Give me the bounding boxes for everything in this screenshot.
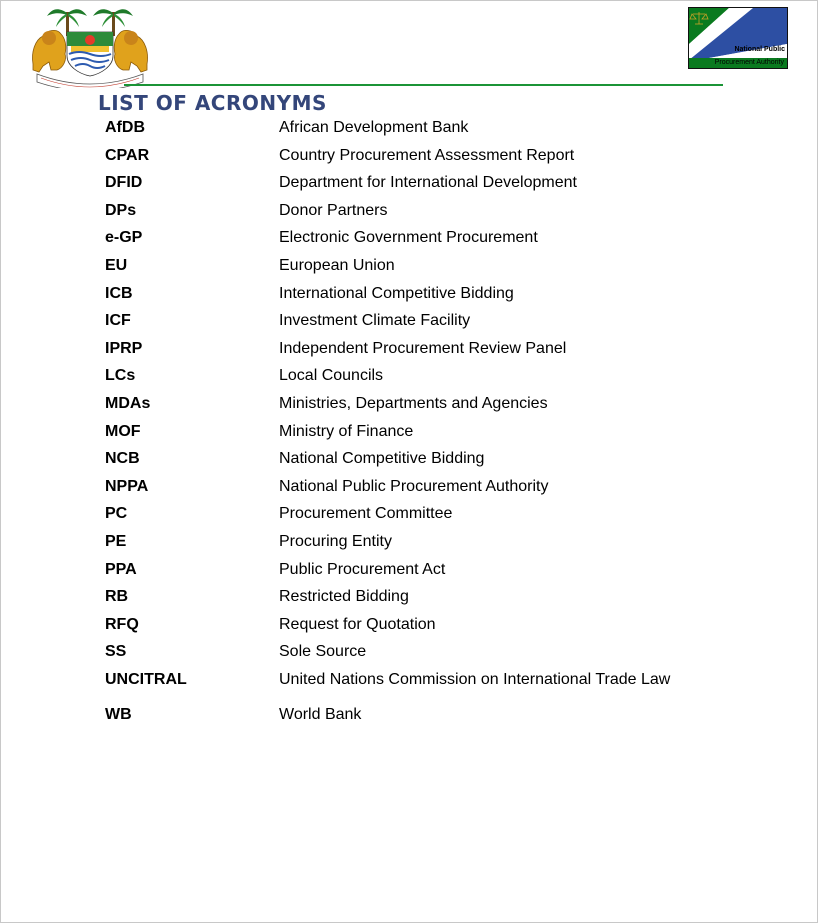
acronym-definition: African Development Bank: [279, 119, 469, 136]
acronym-definition: European Union: [279, 256, 395, 274]
acronym-term: ICF: [105, 312, 131, 330]
acronym-definition: Local Councils: [279, 367, 384, 385]
acronym-term: NCB: [105, 450, 140, 468]
acronym-definition: Country Procurement Assessment Report: [279, 146, 575, 164]
acronym-definition: Public Procurement Act: [279, 560, 446, 578]
acronym-definition: Investment Climate Facility: [279, 312, 471, 330]
acronym-definition: National Public Procurement Authority: [279, 477, 549, 495]
acronym-row: [105, 418, 745, 446]
page-title: LIST OF ACRONYMS: [98, 91, 327, 115]
acronym-term: PC: [105, 505, 128, 523]
acronym-term: AfDB: [105, 119, 145, 136]
acronym-definition: World Bank: [279, 706, 362, 724]
acronym-row: [105, 280, 745, 308]
acronym-definition: Department for International Development: [279, 174, 577, 192]
acronym-definition: Donor Partners: [279, 201, 388, 219]
acronym-term: EU: [105, 256, 128, 274]
acronym-term: PE: [105, 532, 127, 550]
acronym-row: [105, 335, 745, 363]
acronym-definition: Procurement Committee: [279, 505, 453, 523]
npa-logo-subtitle: Procurement Authority: [689, 58, 787, 68]
acronym-definition: Restricted Bidding: [279, 588, 409, 606]
acronym-definition: National Competitive Bidding: [279, 450, 485, 468]
header-divider: [124, 84, 723, 86]
acronym-row: [105, 114, 745, 142]
acronym-row: [105, 307, 745, 335]
acronym-row: [105, 500, 745, 528]
acronym-term: DPs: [105, 201, 137, 219]
acronym-row: [105, 556, 745, 584]
acronym-row: [105, 701, 745, 729]
acronym-definition: Electronic Government Procurement: [279, 229, 538, 247]
acronym-term: WB: [105, 706, 132, 724]
acronym-row: [105, 362, 745, 390]
acronym-row: [105, 445, 745, 473]
acronym-definition: Sole Source: [279, 643, 367, 661]
acronym-row: [105, 638, 745, 666]
acronym-row: [105, 390, 745, 418]
acronym-term: RB: [105, 588, 129, 606]
acronym-row: [105, 142, 745, 170]
lion-right-icon: [114, 30, 147, 72]
acronym-definition: Independent Procurement Review Panel: [279, 339, 567, 357]
acronym-row: [105, 666, 745, 694]
acronym-row: [105, 473, 745, 501]
acronym-row: [105, 583, 745, 611]
acronym-term: PPA: [105, 560, 137, 578]
acronym-list: [105, 114, 745, 729]
acronym-row: [105, 252, 745, 280]
coat-of-arms-emblem: [27, 4, 153, 88]
acronym-term: MOF: [105, 422, 141, 440]
acronym-term: DFID: [105, 174, 143, 192]
acronym-row: [105, 528, 745, 556]
acronym-definition: Request for Quotation: [279, 615, 436, 633]
acronym-term: NPPA: [105, 477, 149, 495]
acronym-term: ICB: [105, 284, 133, 302]
acronym-row: [105, 224, 745, 252]
acronym-definition: International Competitive Bidding: [279, 284, 514, 302]
npa-logo: [688, 7, 788, 69]
acronym-term: SS: [105, 643, 127, 661]
acronym-definition: United Nations Commission on International Trade Law: [279, 670, 671, 688]
acronym-row: [105, 611, 745, 639]
lion-left-icon: [32, 30, 65, 72]
acronym-row: [105, 169, 745, 197]
acronym-term: IPRP: [105, 339, 143, 357]
acronym-row: [105, 197, 745, 225]
acronym-term: CPAR: [105, 146, 150, 164]
acronym-term: MDAs: [105, 394, 151, 412]
acronym-term: UNCITRAL: [105, 670, 187, 688]
shield-icon: [67, 32, 113, 76]
acronym-term: RFQ: [105, 615, 139, 633]
acronym-definition: Procuring Entity: [279, 532, 392, 550]
acronym-definition: Ministry of Finance: [279, 422, 414, 440]
acronym-term: e-GP: [105, 229, 143, 247]
acronym-term: LCs: [105, 367, 136, 385]
acronym-definition: Ministries, Departments and Agencies: [279, 394, 548, 412]
npa-logo-name: National Public: [734, 46, 785, 53]
